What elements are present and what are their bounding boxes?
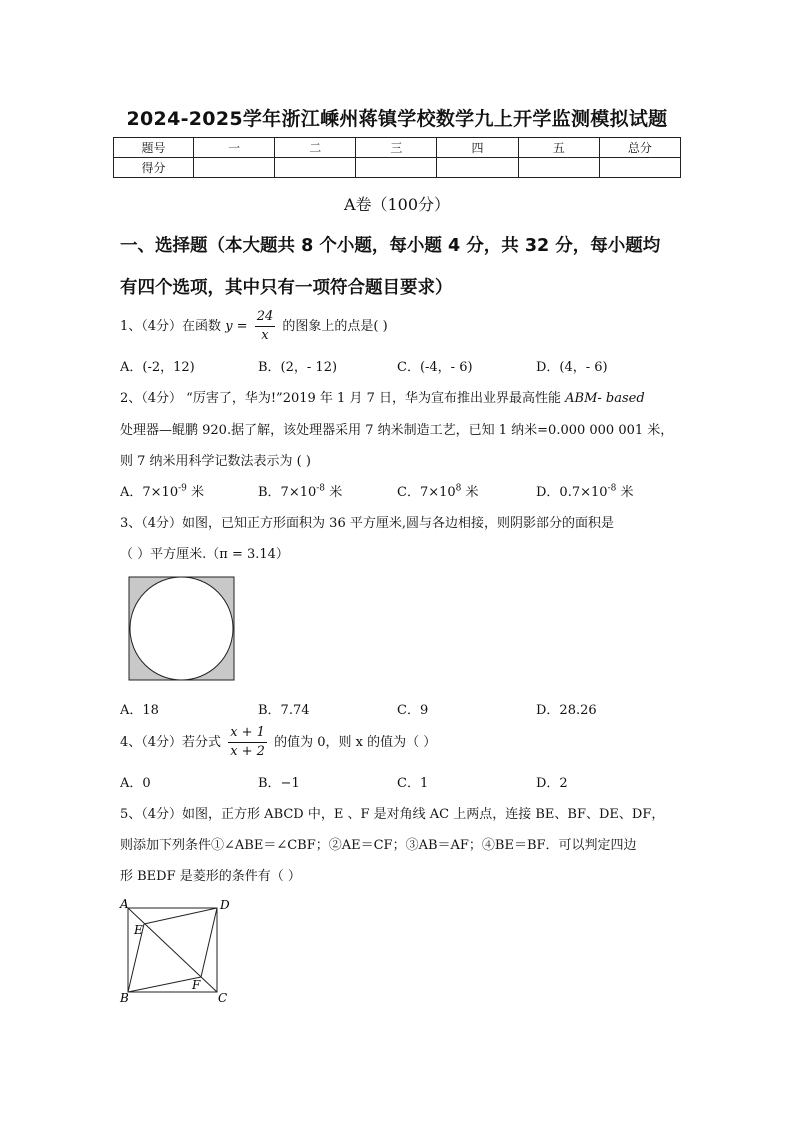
q5-line1: 5、（4分）如图，正方形 ABCD 中，E 、F 是对角线 AC 上两点，连接 BE、BF、DE、DF， bbox=[120, 807, 665, 822]
q5-label-e: E bbox=[134, 923, 143, 937]
q2-c-base: C．7×10 bbox=[397, 485, 456, 500]
q1-option-a[interactable]: A．(-2，12) bbox=[120, 360, 195, 375]
q1-option-c[interactable]: C．(-4，- 6) bbox=[397, 360, 473, 375]
q5-line2: 则添加下列条件①∠ABE＝∠CBF；②AE＝CF；③AB＝AF；④BE＝BF．可以判定四边 bbox=[120, 838, 637, 853]
q4-denominator: x + 2 bbox=[230, 744, 265, 759]
q3-inscribed-circle bbox=[130, 577, 233, 680]
q2-a-exp: -9 bbox=[178, 483, 187, 494]
score-header-cell: 总分 bbox=[599, 138, 680, 158]
q3-line2: （ ）平方厘米.（π = 3.14） bbox=[120, 547, 289, 562]
q1-denominator: x bbox=[261, 328, 269, 343]
q5-diagonal-ac bbox=[128, 908, 217, 992]
q1-fraction bbox=[255, 308, 276, 345]
q3-option-d[interactable]: D．28.26 bbox=[536, 703, 597, 718]
q5-segment-bf bbox=[128, 977, 201, 992]
q5-label-f: F bbox=[192, 978, 201, 992]
score-table-score-row bbox=[114, 158, 681, 178]
score-table bbox=[113, 137, 681, 178]
q5-label-c: C bbox=[218, 991, 228, 1005]
score-header-cell: 三 bbox=[356, 138, 437, 158]
q4-option-c[interactable]: C．1 bbox=[397, 776, 429, 791]
q3-figure-square-circle bbox=[128, 576, 236, 682]
q1-numerator: 24 bbox=[255, 308, 276, 327]
q2-line1-text: 2、（4分） “厉害了，华为!”2019 年 1 月 7 日，华为宣布推出业界最高性能 bbox=[120, 391, 561, 406]
q4-option-a[interactable]: A．0 bbox=[120, 776, 151, 791]
score-cell bbox=[194, 158, 275, 178]
q3-option-c[interactable]: C．9 bbox=[397, 703, 429, 718]
q2-option-c[interactable] bbox=[397, 481, 479, 500]
score-header-cell: 五 bbox=[518, 138, 599, 158]
q2-b-base: B．7×10 bbox=[258, 485, 317, 500]
q5-line3: 形 BEDF 是菱形的条件有（ ） bbox=[120, 869, 301, 884]
score-header-cell: 题号 bbox=[114, 138, 194, 158]
q2-option-a[interactable] bbox=[120, 481, 204, 500]
q1-y: y = bbox=[225, 319, 248, 334]
q2-c-unit: 米 bbox=[465, 485, 479, 500]
q5-segment-df bbox=[201, 908, 217, 977]
volume-heading: A卷（100分） bbox=[343, 195, 451, 214]
q2-b-exp: -8 bbox=[316, 483, 326, 494]
section-heading-line1: 一、选择题（本大题共 8 个小题，每小题 4 分，共 32 分，每小题均 bbox=[120, 236, 661, 256]
q5-label-a: A bbox=[120, 897, 129, 911]
page-title: 2024-2025学年浙江嵊州蒋镇学校数学九上开学监测模拟试题 bbox=[126, 108, 668, 130]
score-header-cell: 一 bbox=[194, 138, 275, 158]
q2-b-unit: 米 bbox=[329, 485, 343, 500]
q2-line2: 处理器—鲲鹏 920.据了解，该处理器采用 7 纳米制造工艺，已知 1 纳米=0.000 000 001 米， bbox=[120, 423, 674, 438]
q5-segment-de bbox=[144, 908, 217, 924]
score-cell bbox=[599, 158, 680, 178]
q2-line1 bbox=[120, 387, 645, 406]
score-row-label: 得分 bbox=[114, 158, 194, 178]
q4-numerator: x + 1 bbox=[228, 724, 267, 743]
score-header-cell: 二 bbox=[275, 138, 356, 158]
q1-suffix: 的图象上的点是( ) bbox=[282, 319, 388, 334]
q2-d-base: D．0.7×10 bbox=[536, 485, 608, 500]
q5-figure-square-abcd bbox=[114, 894, 238, 1008]
score-cell bbox=[518, 158, 599, 178]
q3-option-a[interactable]: A．18 bbox=[120, 703, 159, 718]
q3-option-b[interactable]: B．7.74 bbox=[258, 703, 310, 718]
score-table-header-row bbox=[114, 138, 681, 158]
q5-label-b: B bbox=[120, 991, 129, 1005]
q4-option-b[interactable]: B．−1 bbox=[258, 776, 300, 791]
q2-a-unit: 米 bbox=[191, 485, 205, 500]
q3-line1: 3、（4分）如图，已知正方形面积为 36 平方厘米,圆与各边相接，则阴影部分的面积是 bbox=[120, 516, 614, 531]
section-heading-line2: 有四个选项，其中只有一项符合题目要求） bbox=[120, 278, 453, 298]
q1-option-d[interactable]: D．(4，- 6) bbox=[536, 360, 608, 375]
q2-d-exp: -8 bbox=[607, 483, 617, 494]
score-header-cell: 四 bbox=[437, 138, 518, 158]
q2-line1-italic: ABM- based bbox=[565, 391, 645, 406]
q2-option-d[interactable] bbox=[536, 481, 633, 500]
q1-option-b[interactable]: B．(2，- 12) bbox=[258, 360, 338, 375]
q4-fraction bbox=[228, 724, 267, 761]
q2-line3: 则 7 纳米用科学记数法表示为 ( ) bbox=[120, 454, 311, 469]
q4-option-d[interactable]: D．2 bbox=[536, 776, 568, 791]
question-1 bbox=[120, 308, 388, 345]
q4-suffix: 的值为 0，则 x 的值为（ ） bbox=[274, 735, 437, 750]
q2-option-b[interactable] bbox=[258, 481, 342, 500]
q2-d-unit: 米 bbox=[620, 485, 634, 500]
q1-prefix: 1、（4分）在函数 bbox=[120, 319, 222, 334]
q2-a-base: A．7×10 bbox=[120, 485, 179, 500]
score-cell bbox=[356, 158, 437, 178]
q4-prefix: 4、（4分）若分式 bbox=[120, 735, 222, 750]
score-cell bbox=[275, 158, 356, 178]
question-4 bbox=[120, 724, 436, 761]
score-cell bbox=[437, 158, 518, 178]
q2-c-exp: 8 bbox=[455, 483, 462, 494]
q5-label-d: D bbox=[220, 898, 230, 912]
